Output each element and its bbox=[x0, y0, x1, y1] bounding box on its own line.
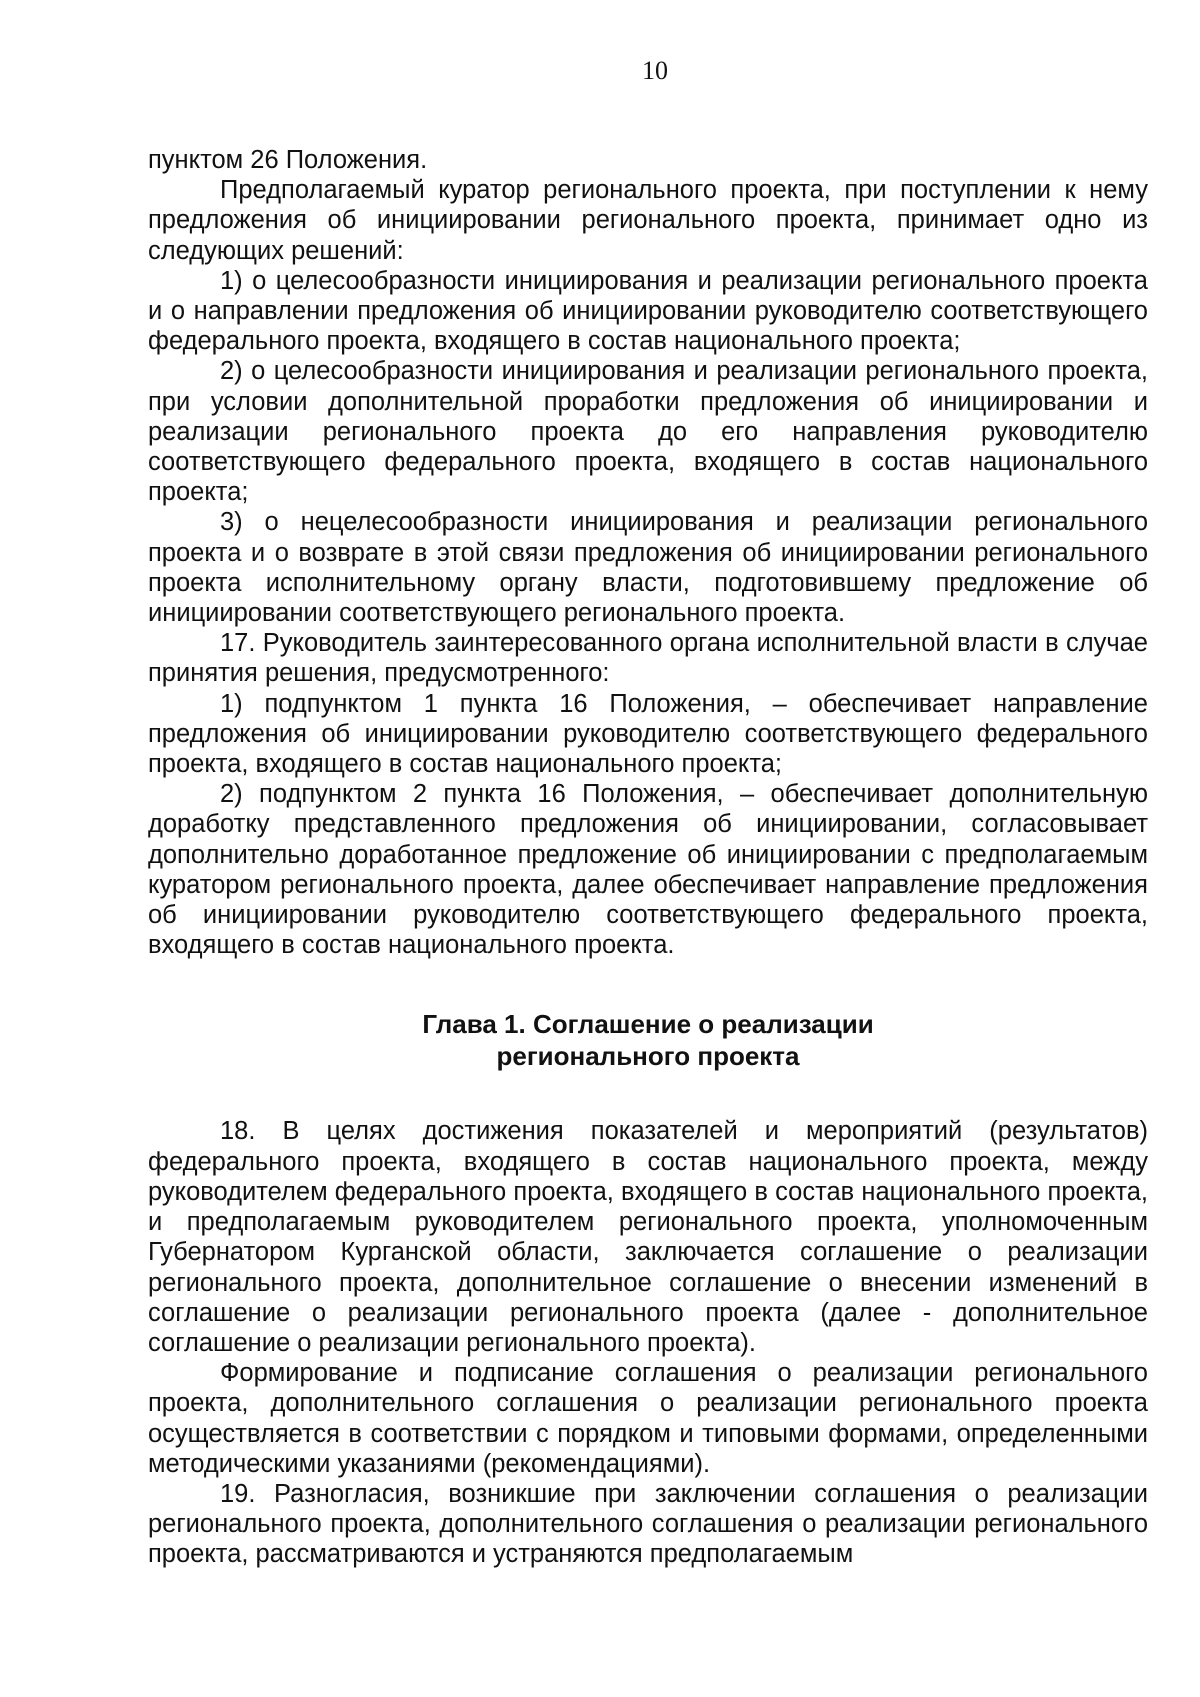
paragraph-decision-3: 3) о нецелесообразности инициирования и реализации регионального проекта и о возврате в этой связи предложения об инициировании регионального проекта исполнительному органу власти, подготовившему предложение об инициировании соответствующего регионального проекта. bbox=[148, 508, 1148, 628]
paragraph-item-17: 17. Руководитель заинтересованного органа исполнительной власти в случае принятия решения, предусмотренного: bbox=[148, 629, 1148, 688]
chapter-heading-line-1: Глава 1. Соглашение о реализации bbox=[422, 1009, 874, 1040]
paragraph-decision-1: 1) о целесообразности инициирования и реализации регионального проекта и о направлении предложения об инициировании руководителю соответствующего федерального проекта, входящего в состав национального проекта; bbox=[148, 266, 1148, 356]
paragraph-item-17-2: 2) подпунктом 2 пункта 16 Положения, – обеспечивает дополнительную доработку представленного предложения об инициировании, согласовывает дополнительно доработанное предложение об инициировании с предполагаемым куратором регионального проекта, далее обеспечивает направление предложения об инициировании руководителю соответствующего федерального проекта, входящего в состав национального проекта. bbox=[148, 780, 1148, 960]
chapter-heading bbox=[148, 1008, 1148, 1072]
paragraph-agreement-forms: Формирование и подписание соглашения о реализации регионального проекта, дополнительного соглашения о реализации регионального проекта осуществляется в соответствии с порядком и типовыми формами, определенными методическими указаниями (рекомендациями). bbox=[148, 1359, 1148, 1478]
page-number: 10 bbox=[642, 56, 668, 85]
paragraph-item-19: 19. Разногласия, возникшие при заключении соглашения о реализации регионального проекта, дополнительного соглашения о реализации регионального проекта, рассматриваются и устраняются предполагаемым bbox=[148, 1479, 1148, 1569]
paragraph-curator-decisions: Предполагаемый куратор регионального проекта, при поступлении к нему предложения об инициировании регионального проекта, принимает одно из следующих решений: bbox=[148, 176, 1148, 265]
paragraph-item-17-1: 1) подпунктом 1 пункта 16 Положения, – обеспечивает направление предложения об инициировании руководителю соответствующего федерального проекта, входящего в состав национального проекта; bbox=[148, 689, 1148, 779]
paragraph-item-18: 18. В целях достижения показателей и мероприятий (результатов) федерального проекта, входящего в состав национального проекта, между руководителем федерального проекта, входящего в состав национального проекта, и предполагаемым руководителем регионального проекта, уполномоченным Губернатором Курганской области, заключается соглашение о реализации регионального проекта, дополнительное соглашение о внесении изменений в соглашение о реализации регионального проекта (далее - дополнительное соглашение о реализации регионального проекта). bbox=[148, 1117, 1148, 1357]
chapter-heading-line-2: регионального проекта bbox=[496, 1041, 800, 1072]
paragraph-decision-2: 2) о целесообразности инициирования и реализации регионального проекта, при условии дополнительной проработки предложения об инициировании и реализации регионального проекта до его направления руководителю соответствующего федерального проекта, входящего в состав национального проекта; bbox=[148, 357, 1148, 507]
paragraph-continuation: пунктом 26 Положения. bbox=[148, 146, 428, 174]
document-body bbox=[148, 145, 1148, 1570]
